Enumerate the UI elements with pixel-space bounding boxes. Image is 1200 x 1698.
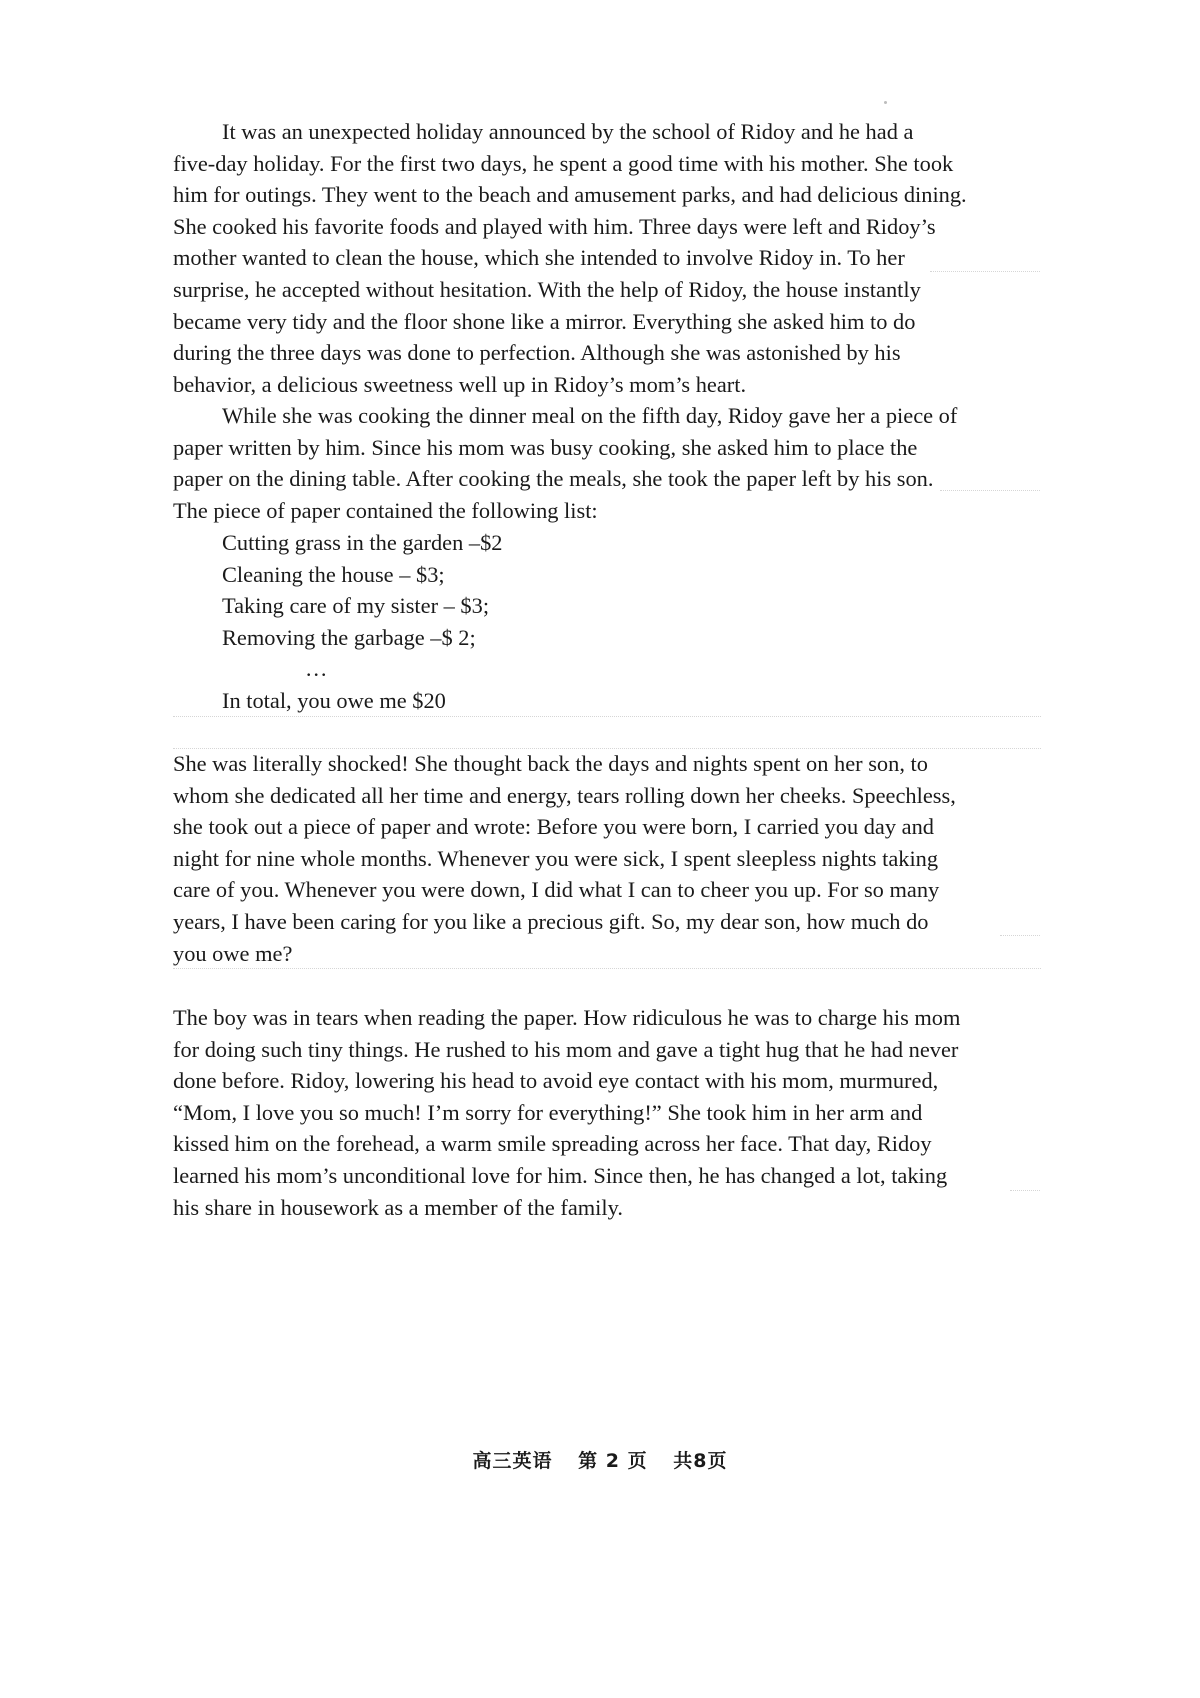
ruling-line [1000,935,1040,936]
paragraph-line: behavior, a delicious sweetness well up in Ridoy’s mom’s heart. [173,371,747,397]
paragraph-line: she took out a piece of paper and wrote: Before you were born, I carried you day and [173,814,934,840]
paragraph-line: five-day holiday. For the first two days, he spent a good time with his mother. She took [173,150,954,176]
paragraph-line: She cooked his favorite foods and played with him. Three days were left and Ridoy’s [173,213,936,239]
paragraph-line: you owe me? [173,940,293,966]
paragraph-line: night for nine whole months. Whenever you were sick, I spent sleepless nights taking [173,845,939,871]
paragraph-line: him for outings. They went to the beach and amusement parks, and had delicious dining. [173,182,967,208]
list-item: Cutting grass in the garden –$2 [222,530,503,555]
list-item: Removing the garbage –$ 2; [222,624,476,650]
paragraph-line: The boy was in tears when reading the paper. How ridiculous he was to charge his mom [173,1005,961,1030]
paragraph-2 [173,400,1043,526]
scan-speck [884,101,887,104]
footer-total-pages: 共8页 [673,1450,728,1472]
paragraph-line: years, I have been caring for you like a precious gift. So, my dear son, how much do [173,908,929,934]
paragraph-line: mother wanted to clean the house, which she intended to involve Ridoy in. To her [173,245,905,271]
paragraph-line: It was an unexpected holiday announced by the school of Ridoy and he had a [222,119,914,144]
paragraph-4 [173,1002,1043,1223]
list-item: Taking care of my sister – $3; [222,593,490,619]
paragraph-line: whom she dedicated all her time and energy, tears rolling down her cheeks. Speechless, [173,782,956,808]
paragraph-line: became very tidy and the floor shone like a mirror. Everything she asked him to do [173,308,916,334]
list-total: In total, you owe me $20 [222,687,446,713]
paragraph-line: care of you. Whenever you were down, I did what I can to cheer you up. For so many [173,877,940,903]
ruling-line [173,716,1041,717]
paragraph-line: kissed him on the forehead, a warm smile spreading across her face. That day, Ridoy [173,1131,932,1157]
list-ellipsis: … [305,656,328,682]
footer-subject: 高三英语 [472,1450,553,1472]
paragraph-line: during the three days was done to perfection. Although she was astonished by his [173,340,901,366]
paragraph-line: She was literally shocked! She thought back the days and nights spent on her son, to [173,751,928,776]
paragraph-line: paper written by him. Since his mom was busy cooking, she asked him to place the [173,434,918,460]
paragraph-line: “Mom, I love you so much! I’m sorry for everything!” She took him in her arm and [173,1099,923,1125]
ruling-line [930,271,1040,272]
ruling-line [173,968,1041,969]
footer-page-number: 第 2 页 [578,1450,648,1472]
paragraph-1 [173,116,1043,400]
paragraph-line: his share in housework as a member of the family. [173,1194,623,1220]
paragraph-line: While she was cooking the dinner meal on the fifth day, Ridoy gave her a piece of [222,403,958,428]
paragraph-line: paper on the dining table. After cooking the meals, she took the paper left by his son. [173,466,934,492]
paragraph-line: The piece of paper contained the following list: [173,497,598,523]
paragraph-line: surprise, he accepted without hesitation. With the help of Ridoy, the house instantly [173,276,921,302]
paragraph-line: done before. Ridoy, lowering his head to avoid eye contact with his mom, murmured, [173,1068,939,1094]
paragraph-3 [173,748,1043,969]
chore-list [173,527,1043,717]
ruling-line [940,490,1040,491]
paragraph-line: learned his mom’s unconditional love for him. Since then, he has changed a lot, taking [173,1162,948,1188]
ruling-line [173,748,1041,749]
ruling-line [1010,1190,1040,1191]
page-footer [0,1446,1200,1473]
paragraph-line: for doing such tiny things. He rushed to his mom and gave a tight hug that he had never [173,1036,959,1062]
list-item: Cleaning the house – $3; [222,561,445,587]
